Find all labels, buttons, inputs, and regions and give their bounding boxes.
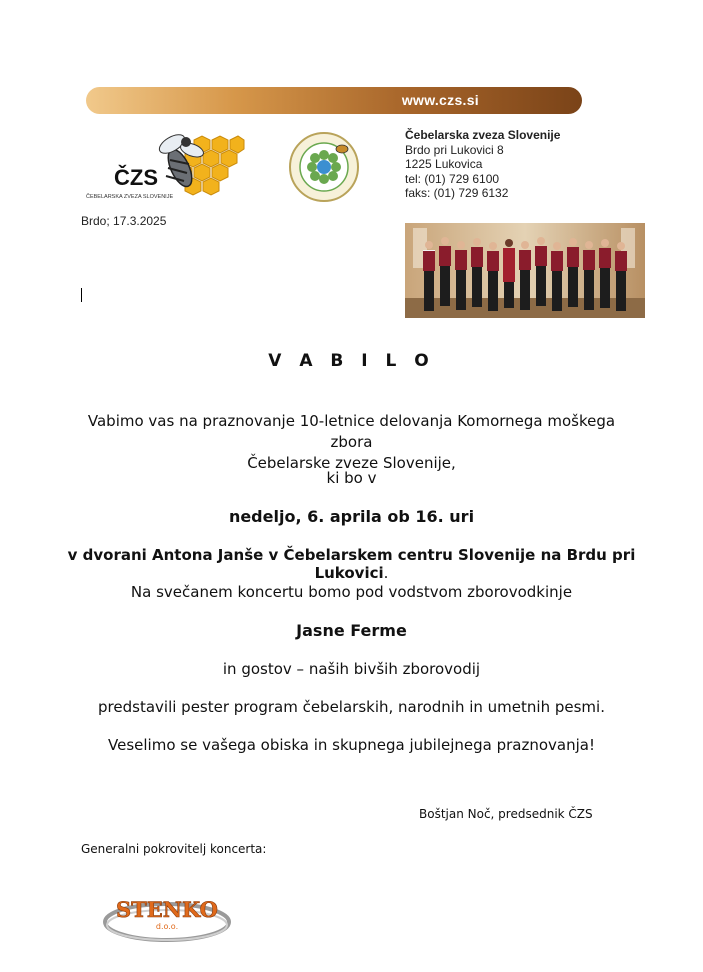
czs-logo: [84, 130, 246, 202]
choir-photo: [405, 223, 645, 318]
address-line-1: Brdo pri Lukovici 8: [405, 142, 504, 157]
event-datetime: nedeljo, 6. aprila ob 16. uri: [228, 507, 475, 526]
intro-line-2: Čebelarske zveze Slovenije,: [247, 454, 456, 472]
stenko-logo-sub: d.o.o.: [155, 922, 179, 931]
phone-number: tel: (01) 729 6100: [405, 171, 500, 186]
czs-logo-text: ČZS: [114, 165, 158, 190]
ki-bo-line: ki bo v: [326, 469, 377, 487]
header-banner: [86, 87, 582, 114]
website-url[interactable]: www.czs.si: [401, 92, 479, 108]
address-line-2: 1225 Lukovica: [405, 157, 483, 171]
stenko-logo-text: STENKO: [116, 897, 218, 922]
program-line: predstavili pester program čebelarskih, narodnih in umetnih pesmi.: [98, 698, 605, 716]
letter-date: Brdo; 17.3.2025: [81, 214, 167, 228]
closing-line: Veselimo se vašega obiska in skupnega jubilejnega praznovanja!: [108, 736, 595, 754]
sponsor-label: Generalni pokrovitelj koncerta:: [81, 842, 267, 856]
choir-photo-graphic: [405, 223, 645, 318]
stenko-logo: [103, 890, 233, 945]
org-name: Čebelarska zveza Slovenije: [405, 128, 561, 142]
organization-contact: [405, 128, 560, 201]
venue-text: v dvorani Antona Janše v Čebelarskem centru Slovenije na Brdu pri Lukovici: [67, 546, 636, 582]
intro-paragraph: [70, 411, 633, 474]
concert-line: Na svečanem koncertu bomo pod vodstvom zborovodkinje: [130, 583, 573, 601]
czs-logo-subtitle: ČEBELARSKA ZVEZA SLOVENIJE: [86, 194, 174, 200]
venue-line: [40, 546, 663, 582]
world-bee-day-emblem: [288, 131, 360, 203]
text-cursor: [81, 288, 82, 302]
invitation-title: V A B I L O: [268, 351, 435, 371]
intro-line-1: Vabimo vas na praznovanje 10-letnice delovanja Komornega moškega zbora: [87, 412, 616, 451]
czs-logo-graphic: [84, 130, 246, 202]
venue-period: .: [383, 564, 389, 582]
fax-number: faks: (01) 729 6132: [405, 186, 509, 200]
guests-line: in gostov – naših bivših zborovodij: [222, 660, 481, 678]
signature: Boštjan Noč, predsednik ČZS: [419, 807, 593, 821]
conductor-name: Jasne Ferme: [296, 621, 407, 640]
